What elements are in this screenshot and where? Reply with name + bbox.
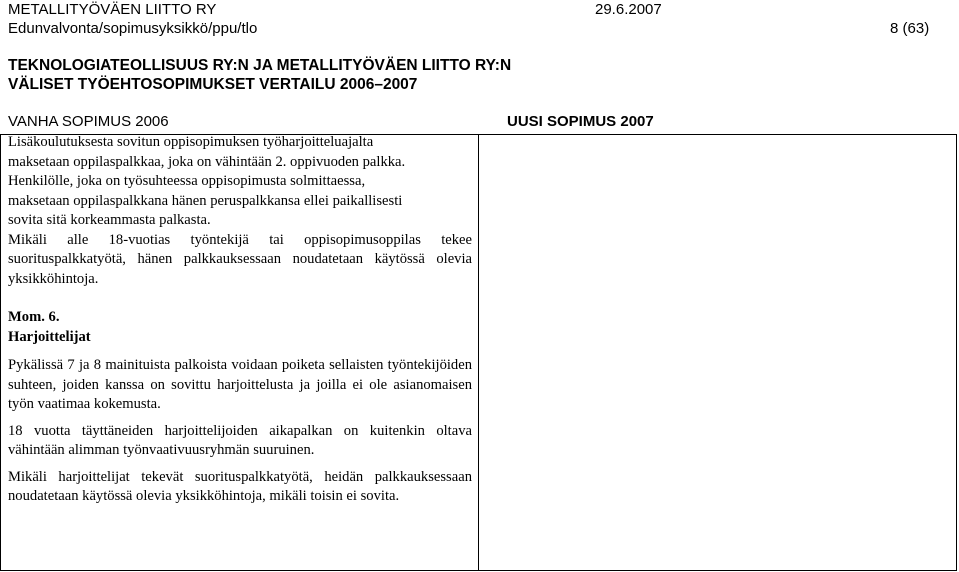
text-line: maksetaan oppilaspalkkaa, joka on vähintään 2. oppivuoden palkka. — [8, 153, 406, 170]
document-title-line2: VÄLISET TYÖEHTOSOPIMUKSET VERTAILU 2006–2007 — [8, 76, 418, 93]
paragraph-apprentice-pay — [8, 133, 472, 231]
table-bottom-border — [0, 570, 957, 571]
paragraph-minor-piecework: Mikäli alle 18-vuotias työntekijä tai oppisopimusoppilas tekee suorituspalkkatyötä, hänen palkkauksessaan noudatetaan käytössä olevia yksikköhintoja. — [8, 231, 472, 287]
text-line: Henkilölle, joka on työsuhteessa oppisopimusta solmittaessa, — [8, 173, 366, 189]
column-header-old: VANHA SOPIMUS 2006 — [8, 113, 169, 130]
old-agreement-cell — [8, 133, 472, 507]
paragraph-trainee-exception: Pykälissä 7 ja 8 mainituista palkoista voidaan poiketa sellaisten työntekijöiden suhteen, joiden kanssa on sovittu harjoittelusta ja joilla ei ole asianomaisen työn vaatimaa kokemusta. — [8, 357, 472, 412]
paragraph-trainee-piecework: Mikäli harjoittelijat tekevät suorituspalkkatyötä, heidän palkkauksessaan noudatetaan käytössä olevia yksikköhintoja, mikäli toisin ei sovita. — [8, 468, 472, 504]
header-date: 29.6.2007 — [595, 1, 662, 18]
section-title: Harjoittelijat — [8, 328, 91, 345]
text-line: Lisäkoulutuksesta sovitun oppisopimuksen työharjoitteluajalta — [8, 134, 374, 150]
paragraph-trainee-minimum-pay: 18 vuotta täyttäneiden harjoittelijoiden aikapalkan on kuitenkin oltava vähintään alimman työnvaativuusryhmän suuruinen. — [8, 422, 472, 458]
header-unit: Edunvalvonta/sopimusyksikkö/ppu/tlo — [8, 20, 258, 37]
header-org: METALLITYÖVÄEN LIITTO RY — [8, 1, 217, 18]
header-page-number: 8 (63) — [890, 20, 930, 37]
section-number: Mom. 6. — [8, 309, 60, 325]
column-header-new: UUSI SOPIMUS 2007 — [507, 113, 654, 130]
document-title-line1: TEKNOLOGIATEOLLISUUS RY:N JA METALLITYÖVÄEN LIITTO RY:N — [8, 57, 512, 74]
text-line: sovita sitä korkeammasta palkasta. — [8, 212, 211, 228]
text-line: maksetaan oppilaspalkkana hänen peruspalkkansa ellei paikallisesti — [8, 192, 403, 209]
